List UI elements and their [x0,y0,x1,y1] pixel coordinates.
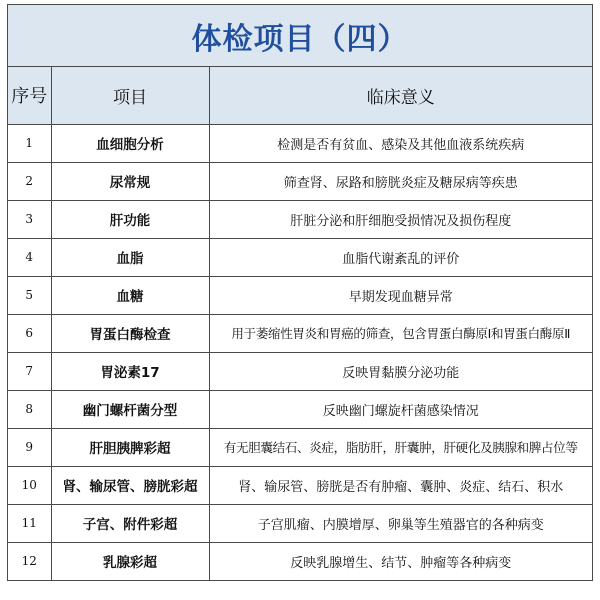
row-no: 12 [8,542,51,580]
table-row [8,504,592,542]
row-meaning: 血脂代谢紊乱的评价 [209,238,592,276]
row-item: 胃泌素17 [51,352,209,390]
row-item: 血糖 [51,276,209,314]
table-row [8,466,592,504]
row-item: 尿常规 [51,162,209,200]
row-no: 6 [8,314,51,352]
table-row [8,428,592,466]
row-meaning: 肝脏分泌和肝细胞受损情况及损伤程度 [209,200,592,238]
table-row [8,162,592,200]
table-row [8,390,592,428]
row-meaning: 反映幽门螺旋杆菌感染情况 [209,390,592,428]
header-no: 序号 [8,67,51,124]
row-item: 肝胆胰脾彩超 [51,428,209,466]
row-item: 肝功能 [51,200,209,238]
table-row [8,352,592,390]
title-bar [8,5,592,67]
row-item: 血脂 [51,238,209,276]
row-no: 8 [8,390,51,428]
row-no: 11 [8,504,51,542]
row-no: 9 [8,428,51,466]
header-row [8,67,592,124]
row-meaning: 肾、输尿管、膀胱是否有肿瘤、囊肿、炎症、结石、积水 [209,466,592,504]
row-no: 5 [8,276,51,314]
row-meaning: 反映乳腺增生、结节、肿瘤等各种病变 [209,542,592,580]
row-item: 乳腺彩超 [51,542,209,580]
row-item: 胃蛋白酶检查 [51,314,209,352]
row-no: 7 [8,352,51,390]
row-no: 4 [8,238,51,276]
row-meaning: 反映胃黏膜分泌功能 [209,352,592,390]
row-meaning: 用于萎缩性胃炎和胃癌的筛查，包含胃蛋白酶原Ⅰ和胃蛋白酶原Ⅱ [209,314,592,352]
row-no: 3 [8,200,51,238]
row-no: 2 [8,162,51,200]
row-meaning: 筛查肾、尿路和膀胱炎症及糖尿病等疾患 [209,162,592,200]
row-item: 肾、输尿管、膀胱彩超 [51,466,209,504]
row-no: 1 [8,124,51,162]
row-item: 幽门螺杆菌分型 [51,390,209,428]
row-no: 10 [8,466,51,504]
row-meaning: 子宫肌瘤、内膜增厚、卵巢等生殖器官的各种病变 [209,504,592,542]
table-row [8,124,592,162]
exam-sheet [7,4,593,581]
row-item: 子宫、附件彩超 [51,504,209,542]
exam-table [8,67,592,580]
header-item: 项目 [51,67,209,124]
row-meaning: 早期发现血糖异常 [209,276,592,314]
table-row [8,314,592,352]
table-row [8,238,592,276]
row-item: 血细胞分析 [51,124,209,162]
row-meaning: 检测是否有贫血、感染及其他血液系统疾病 [209,124,592,162]
row-meaning: 有无胆囊结石、炎症，脂肪肝，肝囊肿，肝硬化及胰腺和脾占位等 [209,428,592,466]
table-row [8,542,592,580]
page-title: 体检项目（四） [191,21,409,57]
table-row [8,276,592,314]
header-meaning: 临床意义 [209,67,592,124]
table-row [8,200,592,238]
